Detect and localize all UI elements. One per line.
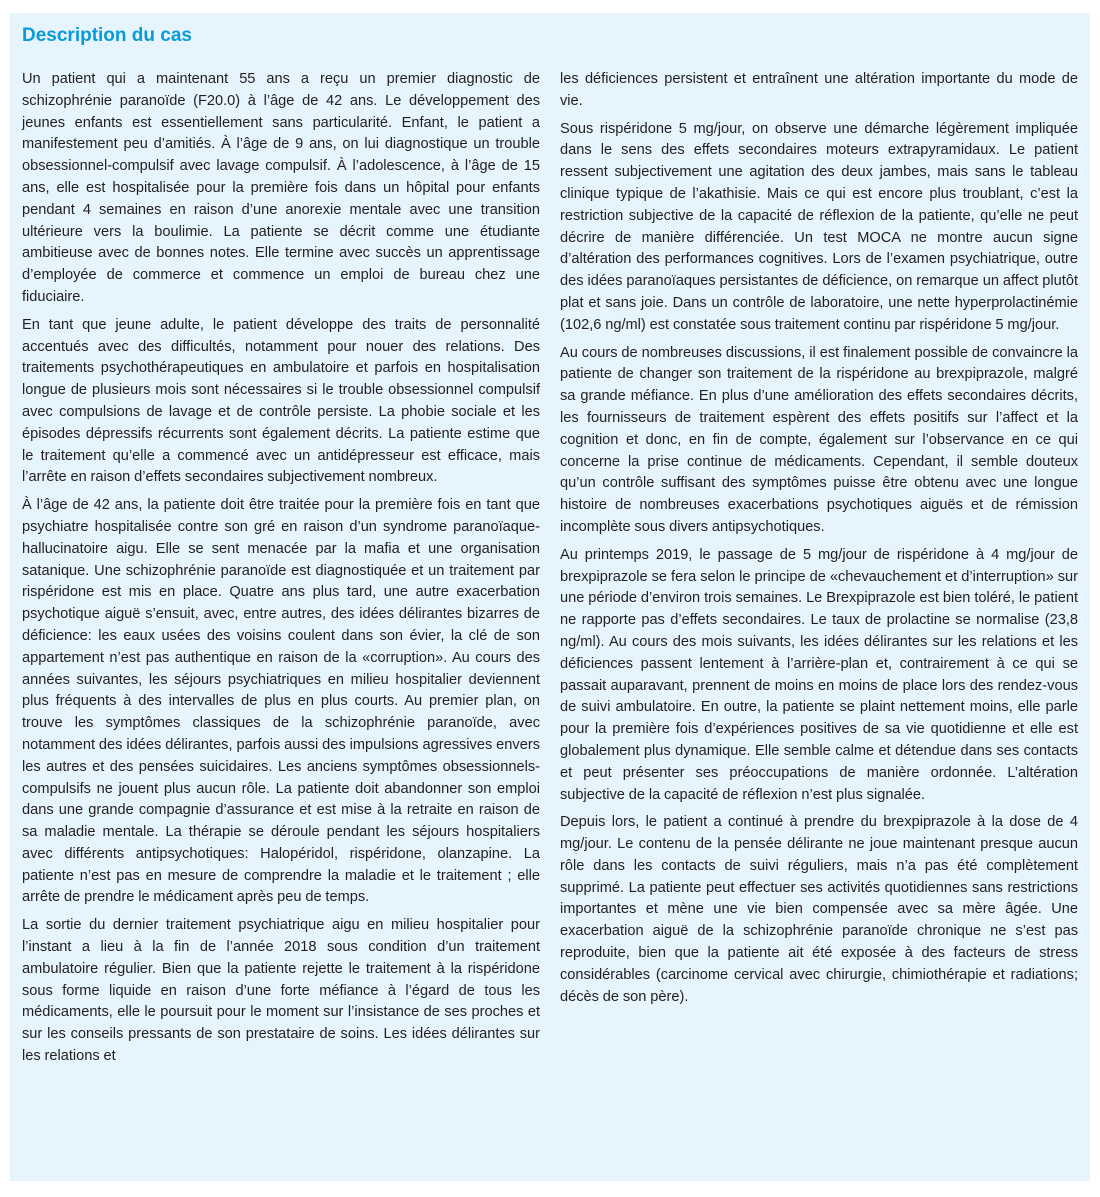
paragraph: À l’âge de 42 ans, la patiente doit être traitée pour la première fois en tant que psychiatre hospitalisée contre son gré en raison d’un syndrome paranoïaque-hallucinatoire aigu. Elle se sent menacée par la mafia et une organisation satanique. Une schizophrénie paranoïde est diagnostiquée et un traitement par rispéridone est mis en place. Quatre ans plus tard, une autre exacerbation psychotique aiguë s’ensuit, avec, entre autres, des idées délirantes bizarres de déficience: les eaux usées des voisins coulent dans son évier, la clé de son appartement n’est pas authentique en raison de la «corruption». Au cours des années suivantes, les séjours psychiatriques en milieu hospitalier deviennent plus fréquents à des intervalles de plus en plus courts. Au premier plan, on trouve les symptômes classiques de la schizophrénie paranoïde, avec notamment des idées délirantes, parfois aussi des impulsions agressives envers les autres et des pensées suicidaires. Les anciens symptômes obsessionnels-compulsifs ne jouent plus aucun rôle. La patiente doit abandonner son emploi dans une grande compagnie d’assurance et est mise à la retraite en raison de sa maladie mentale. La thérapie se déroule pendant les séjours hospitaliers avec différents antipsychotiques: Halopéridol, rispéridone, olanzapine. La patiente n’est pas en mesure de comprendre la maladie et le traitement ; elle arrête de prendre le médicament après peu de temps. xyxy=(22,497,540,906)
paragraph: En tant que jeune adulte, le patient développe des traits de personnalité accentués avec des difficultés, notamment pour nouer des relations. Des traitements psychothérapeutiques en ambulatoire et parfois en hospitalisation longue de plusieurs mois sont nécessaires si le trouble obsessionnel compulsif avec compulsions de lavage et de contrôle persiste. La phobie sociale et les épisodes dépressifs récurrents sont également décrits. La patiente estime que le traitement qu’elle a commencé avec un antidépresseur est efficace, mais l’arrête en raison d’effets secondaires subjectivement nombreux. xyxy=(22,316,540,486)
paragraph: Un patient qui a maintenant 55 ans a reçu un premier diagnostic de schizophrénie paranoïde (F20.0) à l’âge de 42 ans. Le développement des jeunes enfants est essentiellement sans particularité. Enfant, le patient a manifestement peu d’amitiés. À l’âge de 9 ans, on lui diagnostique un trouble obsessionnel-compulsif avec lavage compulsif. À l’adolescence, à l’âge de 15 ans, elle est hospitalisée pour la première fois dans un hôpital pour enfants pendant 4 semaines en raison d’une anorexie mentale avec une transition ultérieure vers la boulimie. La patiente se décrit comme une étudiante ambitieuse avec de bonnes notes. Elle termine avec succès un apprentissage d’employée de commerce et commence un emploi de bureau chez une fiduciaire. xyxy=(22,71,540,305)
paragraph: Sous rispéridone 5 mg/jour, on observe une démarche légèrement impliquée dans le sens des effets secondaires moteurs extrapyramidaux. Le patient ressent subjectivement une agitation des deux jambes, mais sans le tableau clinique typique de l’akathisie. Mais ce qui est encore plus troublant, c’est la restriction subjective de la capacité de réflexion de la patiente, qu’elle ne peut décrire de manière différenciée. Un test MOCA ne montre aucun signe d’altération des performances cognitives. Lors de l’examen psychiatrique, outre des idées paranoïaques persistantes de déficience, on remarque un affect plutôt plat et sans joie. Dans un contrôle de laboratoire, une nette hyperprolactinémie (102,6 ng/ml) est constatée sous traitement continu par rispéridone 5 mg/jour. xyxy=(560,120,1078,333)
paragraph: La sortie du dernier traitement psychiatrique aigu en milieu hospitalier pour l’instant a lieu à la fin de l’année 2018 sous condition d’un traitement ambulatoire régulier. Bien que la patiente rejette le traitement à la rispéridone sous forme liquide en raison d’une forte méfiance à l’égard de tous les médicaments, elle le poursuit pour le moment sur l’insistance de ses proches et sur les conseils pressants de son prestataire de soins. Les idées délirantes sur les relations et xyxy=(22,917,540,1065)
paragraph: les déficiences persistent et entraînent une altération importante du mode de vie. xyxy=(560,71,1078,109)
text-columns xyxy=(22,69,1078,1074)
left-column xyxy=(22,69,540,1074)
paragraph: Au printemps 2019, le passage de 5 mg/jour de rispéridone à 4 mg/​jour de brexpiprazole se fera selon le principe de «chevauchement et d’interruption» sur une période d’environ trois semaines. Le Brexpiprazole est bien toléré, le patient ne rapporte pas d’effets secondaires. Le taux de prolactine se normalise (23,8 ng/ml). Au cours des mois suivants, les idées délirantes sur les relations et les déficiences passent lentement à l’arrière-plan et, contrairement à ce qui se passait auparavant, prennent de moins en moins de place lors des rendez-vous de suivi ambulatoire. En outre, la patiente se plaint nettement moins, elle parle pour la première fois d’expériences positives de sa vie quotidienne et elle est globalement plus dynamique. Elle semble calme et détendue dans ses contacts et peut présenter ses préoccupations de manière ordonnée. L’altération subjective de la capacité de réflexion n’est plus signalée. xyxy=(560,546,1078,803)
box-title: Description du cas xyxy=(22,25,192,46)
paragraph: Depuis lors, le patient a continué à prendre du brexpiprazole à la dose de 4 mg/jour. Le contenu de la pensée délirante ne joue maintenant presque aucun rôle dans les contacts de suivi réguliers, mais n’a pas été complètement supprimé. La patiente peut effectuer ses activités quotidiennes sans restrictions importantes et mène une vie bien compensée avec sa mère âgée. Une exacerbation aiguë de la schizophrénie paranoïde chronique ne s’est pas reproduite, bien que la patiente ait été exposée à des facteurs de stress considérables (carcinome cervical avec chirurgie, chimiothérapie et radiations; décès de son père). xyxy=(560,814,1078,1005)
paragraph: Au cours de nombreuses discussions, il est finalement possible de convaincre la patiente de changer son traitement de la rispéridone au brexpiprazole, malgré sa grande méfiance. En plus d’une amélioration des effets secondaires décrits, les fournisseurs de traitement espèrent des effets positifs sur l’affect et la cognition et donc, en fin de compte, également sur l’observance en ce qui concerne la prise continue de médicaments. Cependant, il semble douteux qu’un contrôle suffisant des symptômes puisse être obtenu avec une longue histoire de nombreuses exacerbations psychotiques aiguës et de rémission incomplète sous divers antipsychotiques. xyxy=(560,344,1078,535)
case-description-box xyxy=(10,13,1090,1181)
right-column xyxy=(560,69,1078,1074)
